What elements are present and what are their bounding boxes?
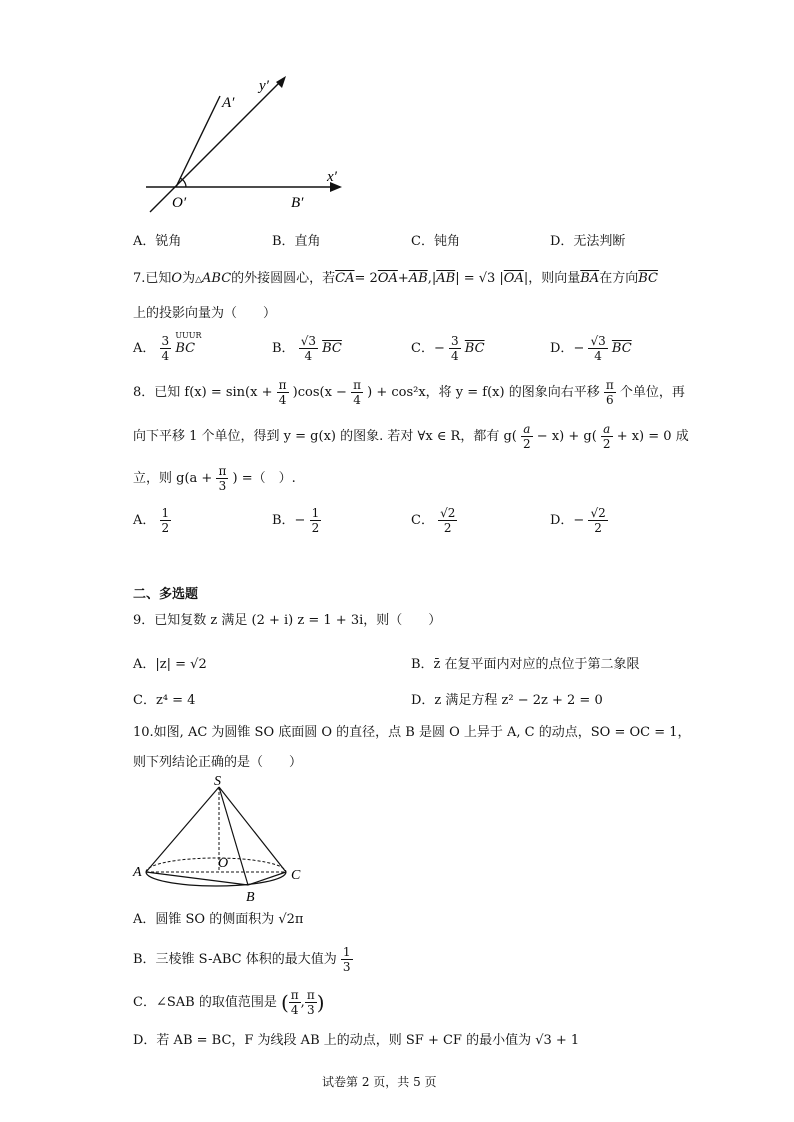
q8-stem-line2: 向下平移 1 个单位，得到 y = g(x) 的图象. 若对 ∀x ∈ R，都有 g( $\frac{a}{2}$ − x) + g( $\frac{a}{2}$ + x) = 0 成 [133, 422, 689, 451]
label-a: A [133, 865, 142, 880]
q7-stem-line2: 上的投影向量为（ ） [133, 306, 277, 321]
label-b: B [246, 890, 255, 905]
q8-stem-line1: 8．已知 f(x) = sin(x + $\frac{\pi}{4}$ )cos(x − $\frac{\pi}{4}$ ) + cos²x，将 y = f(x) 的图象向右平移 $\frac{\pi}{6}$ 个单位，再 [133, 378, 685, 407]
q10-option-c: C．∠SAB 的取值范围是 ( $\frac{\pi}{4}$ , $\frac{\pi}{3}$ ) [133, 988, 325, 1017]
q8-option-b: B．− $\frac{1}{2}$ [272, 506, 320, 535]
q6-option-c: C．钝角 [411, 234, 460, 249]
segment-ab [146, 872, 248, 885]
q8-option-a: A． $\frac{1}{2}$ [133, 506, 170, 535]
q10-stem-line2: 则下列结论正确的是（ ） [133, 755, 303, 770]
q9-option-a: A．|z| = √2 [133, 657, 207, 672]
label-s: S [214, 775, 221, 789]
q8-option-d: D．− $\frac{√2}{2}$ [550, 506, 606, 535]
q8-stem-line3: 立，则 g(a + $\frac{\pi}{3}$ ) =（ ）. [133, 464, 296, 493]
q9-option-b: B．z̄ 在复平面内对应的点位于第二象限 [411, 657, 640, 672]
angle-arc [180, 178, 186, 187]
oa-line [176, 96, 220, 187]
q6-option-d: D．无法判断 [550, 234, 626, 249]
page-footer: 试卷第 2 页，共 5 页 [322, 1075, 437, 1089]
y-axis-line [150, 80, 282, 212]
label-b-prime: B′ [291, 195, 304, 211]
q6-option-a: A．锐角 [133, 234, 182, 249]
q10-stem-line1: 10.如图, AC 为圆锥 SO 底面圆 O 的直径，点 B 是圆 O 上异于 A, C 的动点，SO = OC = 1， [133, 725, 691, 740]
q10-option-d: D．若 AB = BC，F 为线段 AB 上的动点，则 SF + CF 的最小值为 √3 + 1 [133, 1033, 580, 1048]
q10-option-b: B．三棱锥 S-ABC 体积的最大值为 $\frac{1}{3}$ [133, 945, 351, 974]
q7-option-b: B． $\frac{√3}{4}$ $\overline{BC}$ [272, 334, 342, 363]
cone-base-back-dashed [146, 858, 286, 872]
label-a-prime: A′ [222, 95, 235, 111]
label-c: C [291, 868, 301, 883]
q6-option-b: B．直角 [272, 234, 321, 249]
cone-base-back [146, 858, 286, 872]
q8-option-c: C． $\frac{√2}{2}$ [411, 506, 456, 535]
label-o-prime: O′ [172, 195, 187, 211]
angle-figure [130, 60, 360, 220]
q10-option-a: A．圆锥 SO 的侧面积为 √2π [133, 912, 304, 927]
cone-figure [130, 775, 310, 905]
label-y-prime: y′ [259, 78, 269, 94]
q7-option-c: C．− $\frac{3}{4}$ $\overline{BC}$ [411, 334, 485, 363]
q9-option-c: C．z⁴ = 4 [133, 693, 196, 708]
q9-option-d: D．z 满足方程 z² − 2z + 2 = 0 [411, 693, 603, 708]
label-x-prime: x′ [327, 169, 337, 185]
section-heading: 二、多选题 [133, 587, 199, 602]
segment-bc [248, 872, 286, 885]
label-o: O [218, 856, 229, 871]
y-axis-arrow [276, 76, 286, 88]
q7-option-a: A． $\frac{3}{4}$ UUUR BC [133, 331, 202, 363]
q9-stem: 9．已知复数 z 满足 (2 + i) z = 1 + 3i，则（ ） [133, 613, 442, 628]
q7-option-d: D．− $\frac{√3}{4}$ $\overline{BC}$ [550, 334, 632, 363]
q7-stem-line1: 7.已知O为△ABC的外接圆圆心，若$\overline{CA}= 2\overline{OA}+\overline{AB},|\overline{AB}| = √3$ $|\overline{OA}|$，则向量$\overline{BA}$在方向$\overline{BC}$ [133, 271, 658, 286]
